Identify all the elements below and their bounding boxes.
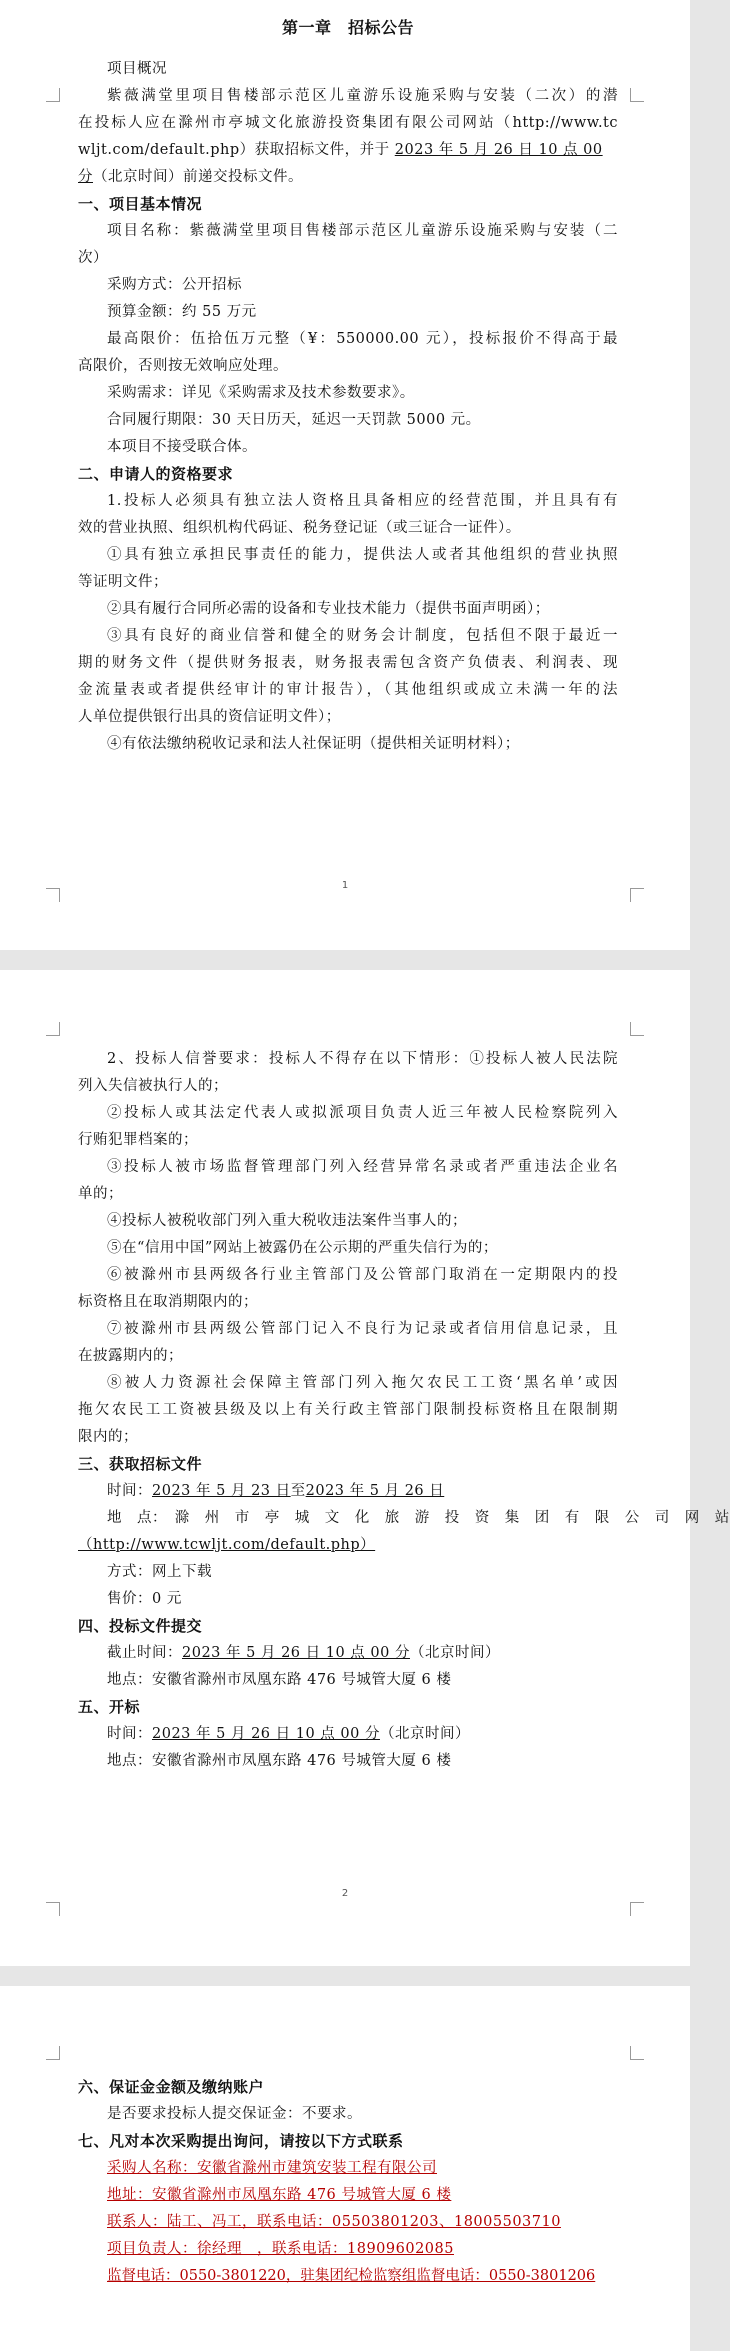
credit-line: ⑦被滁州市县两级公管部门记入不良行为记录或者信用信息记录，且 (107, 1321, 618, 1337)
max-price: 最高限价：伍拾伍万元整（¥：550000.00 元），投标报价不得高于最 (107, 331, 618, 347)
overview-line: 分（北京时间）前递交投标文件。 (78, 169, 303, 185)
qualification-line: ②具有履行合同所必需的设备和专业技术能力（提供书面声明函）； (107, 601, 550, 617)
contact-line: 项目负责人：徐经理 ，联系电话：18909602085 (107, 2241, 454, 2257)
credit-line: 标资格且在取消期限内的； (78, 1294, 258, 1310)
procurement-requirement: 采购需求：详见《采购需求及技术参数要求》。 (107, 385, 415, 401)
qualification-line: 人单位提供银行出具的资信证明文件）； (78, 709, 341, 725)
overview-line: 紫薇满堂里项目售楼部示范区儿童游乐设施采购与安装（二次）的潜 (107, 88, 618, 104)
crop-mark (46, 1022, 60, 1036)
procurement-method: 采购方式：公开招标 (107, 277, 242, 293)
acquire-url[interactable]: （http://www.tcwljt.com/default.php） (78, 1537, 376, 1553)
credit-line: 在披露期内的； (78, 1348, 183, 1364)
page-number: 1 (341, 880, 349, 891)
qualification-line: ①具有独立承担民事责任的能力，提供法人或者其他组织的营业执照 (107, 547, 618, 563)
section-heading: 五、开标 (78, 1698, 141, 1716)
credit-line: 列入失信被执行人的； (78, 1078, 228, 1094)
credit-line: ⑤在“信用中国”网站上被露仍在公示期的严重失信行为的； (107, 1240, 498, 1256)
contact-line: 监督电话：0550-3801220，驻集团纪检监察组监督电话：0550-3801206 (107, 2268, 596, 2284)
chapter-title: 第一章 招标公告 (281, 18, 414, 37)
crop-mark (46, 2046, 60, 2060)
credit-line: 行贿犯罪档案的； (78, 1132, 198, 1148)
qualification-line: 效的营业执照、组织机构代码证、税务登记证（或三证合一证件）。 (78, 520, 521, 536)
acquire-method: 方式：网上下载 (107, 1564, 212, 1580)
section-heading: 三、获取招标文件 (78, 1455, 203, 1473)
credit-line: 2、投标人信誉要求：投标人不得存在以下情形：①投标人被人民法院 (107, 1051, 618, 1067)
overview-line: 在投标人应在滁州市亭城文化旅游投资集团有限公司网站（http://www.tc (78, 115, 618, 131)
section-heading: 四、投标文件提交 (78, 1617, 203, 1635)
page-number: 2 (341, 1888, 349, 1899)
crop-mark (46, 88, 60, 102)
budget: 预算金额：约 55 万元 (107, 304, 257, 320)
credit-line: 限内的； (78, 1429, 138, 1445)
project-name: 项目名称：紫薇满堂里项目售楼部示范区儿童游乐设施采购与安装（二 (107, 223, 618, 239)
crop-mark (630, 2046, 644, 2060)
contact-line: 采购人名称：安徽省滁州市建筑安装工程有限公司 (107, 2160, 437, 2176)
credit-line: ⑥被滁州市县两级各行业主管部门及公管部门取消在一定期限内的投 (107, 1267, 618, 1283)
overview-line: wljt.com/default.php）获取招标文件，并于 2023 年 5 月 26 日 10 点 00 (78, 142, 603, 158)
contract-period: 合同履行期限：30 天日历天，延迟一天罚款 5000 元。 (107, 412, 481, 428)
submit-deadline: 截止时间：2023 年 5 月 26 日 10 点 00 分（北京时间） (107, 1645, 500, 1661)
overview-label: 项目概况 (107, 61, 167, 77)
credit-line: ④投标人被税收部门列入重大税收违法案件当事人的； (107, 1213, 467, 1229)
credit-line: ③投标人被市场监督管理部门列入经营异常名录或者严重违法企业名 (107, 1159, 618, 1175)
qualification-line: 1.投标人必须具有独立法人资格且具备相应的经营范围，并且具有有 (107, 493, 618, 509)
credit-line: ⑧被人力资源社会保障主管部门列入拖欠农民工工资‘黑名单’或因 (107, 1375, 618, 1391)
acquire-price: 售价：0 元 (107, 1591, 182, 1607)
qualification-line: 金流量表或者提供经审计的审计报告），（其他组织或成立未满一年的法 (78, 682, 618, 698)
qualification-line: 等证明文件； (78, 574, 168, 590)
project-name-cont: 次） (78, 250, 108, 266)
crop-mark (630, 88, 644, 102)
document-page-3 (0, 1986, 690, 2351)
section-heading: 七、凡对本次采购提出询问，请按以下方式联系 (78, 2132, 404, 2150)
crop-mark (630, 1022, 644, 1036)
max-price-cont: 高限价，否则按无效响应处理。 (78, 358, 288, 374)
contact-line: 地址：安徽省滁州市凤凰东路 476 号城管大厦 6 楼 (107, 2187, 452, 2203)
crop-mark (630, 1902, 644, 1916)
section-heading: 二、申请人的资格要求 (78, 465, 234, 483)
deadline-date: 2023 年 5 月 26 日 10 点 00 (394, 142, 603, 158)
opening-time: 时间：2023 年 5 月 26 日 10 点 00 分（北京时间） (107, 1726, 470, 1742)
section-heading: 六、保证金金额及缴纳账户 (78, 2078, 265, 2096)
credit-line: ②投标人或其法定代表人或拟派项目负责人近三年被人民检察院列入 (107, 1105, 618, 1121)
deadline-minute: 分 (78, 169, 93, 185)
crop-mark (46, 1902, 60, 1916)
acquire-time: 时间：2023 年 5 月 23 日至2023 年 5 月 26 日 (107, 1483, 445, 1499)
document-page-2 (0, 970, 730, 1966)
section-heading: 一、项目基本情况 (78, 195, 203, 213)
acquire-place: 地 点： 滁 州 市 亭 城 文 化 旅 游 投 资 集 团 有 限 公 司 网 站 (107, 1510, 730, 1526)
opening-place: 地点：安徽省滁州市凤凰东路 476 号城管大厦 6 楼 (107, 1753, 452, 1769)
qualification-line: ③具有良好的商业信誉和健全的财务会计制度，包括但不限于最近一 (107, 628, 618, 644)
contact-line: 联系人：陆工、冯工，联系电话：05503801203、18005503710 (107, 2214, 561, 2230)
consortium-note: 本项目不接受联合体。 (107, 439, 257, 455)
submit-place: 地点：安徽省滁州市凤凰东路 476 号城管大厦 6 楼 (107, 1672, 452, 1688)
credit-line: 单的； (78, 1186, 123, 1202)
qualification-line: 期的财务文件（提供财务报表，财务报表需包含资产负债表、利润表、现 (78, 655, 618, 671)
credit-line: 拖欠农民工工资被县级及以上有关行政主管部门限制投标资格且在限制期 (78, 1402, 618, 1418)
document-page-1 (0, 0, 690, 950)
qualification-line: ④有依法缴纳税收记录和法人社保证明（提供相关证明材料）； (107, 736, 520, 752)
deposit-requirement: 是否要求投标人提交保证金：不要求。 (107, 2106, 362, 2122)
